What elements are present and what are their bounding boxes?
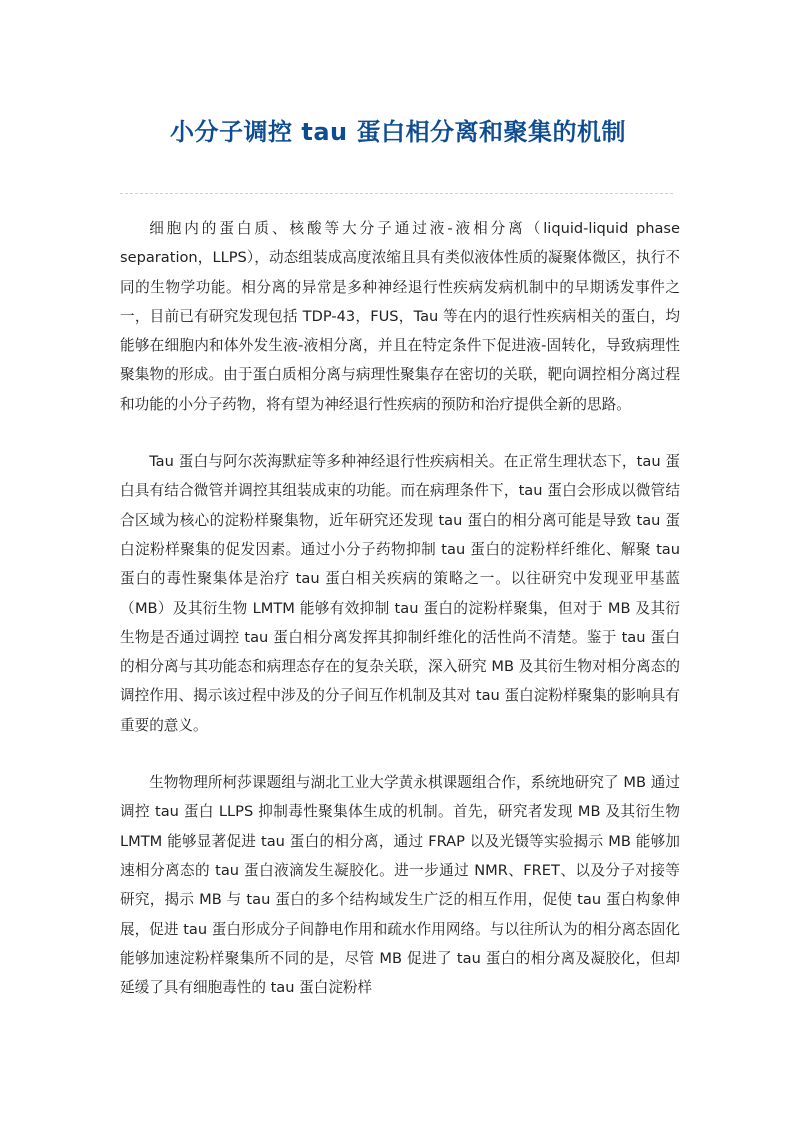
paragraph-1: 细胞内的蛋白质、核酸等大分子通过液-液相分离（liquid-liquid phase separation，LLPS），动态组装成高度浓缩且具有类似液体性质的凝聚体微区，执行不同的生物学功能。相分离的异常是多种神经退行性疾病发病机制中的早期诱发事件之一，目前已有研究发现包括 TDP-43，FUS，Tau 等在内的退行性疾病相关的蛋白，均能够在细胞内和体外发生液-液相分离，并且在特定条件下促进液-固转化，导致病理性聚集物的形成。由于蛋白质相分离与病理性聚集存在密切的关联，靶向调控相分离过程和功能的小分子药物，将有望为神经退行性疾病的预防和治疗提供全新的思路。 <box>120 220 680 413</box>
title-divider <box>120 193 673 194</box>
paragraph-3: 生物物理所柯莎课题组与湖北工业大学黄永棋课题组合作，系统地研究了 MB 通过调控 tau 蛋白 LLPS 抑制毒性聚集体生成的机制。首先，研究者发现 MB 及其衍生物 LMTM 能够显著促进 tau 蛋白的相分离，通过 FRAP 以及光镊等实验揭示 MB 能够加速相分离态的 tau 蛋白液滴发生凝胶化。进一步通过 NMR、FRET、以及分子对接等研究，揭示 MB 与 tau 蛋白的多个结构域发生广泛的相互作用，促使 tau 蛋白构象伸展，促进 tau 蛋白形成分子间静电作用和疏水作用网络。与以往所认为的相分离态固化能够加速淀粉样聚集所不同的是，尽管 MB 促进了 tau 蛋白的相分离及凝胶化，但却延缓了具有细胞毒性的 tau 蛋白淀粉样 <box>120 774 680 997</box>
article-title: 小分子调控 tau 蛋白相分离和聚集的机制 <box>170 118 626 146</box>
paragraph-2: Tau 蛋白与阿尔茨海默症等多种神经退行性疾病相关。在正常生理状态下，tau 蛋白具有结合微管并调控其组装成束的功能。而在病理条件下，tau 蛋白会形成以微管结合区域为核心的淀粉样聚集物，近年研究还发现 tau 蛋白的相分离可能是导致 tau 蛋白淀粉样聚集的促发因素。通过小分子药物抑制 tau 蛋白的淀粉样纤维化、解聚 tau 蛋白的毒性聚集体是治疗 tau 蛋白相关疾病的策略之一。以往研究中发现亚甲基蓝（MB）及其衍生物 LMTM 能够有效抑制 tau 蛋白的淀粉样聚集，但对于 MB 及其衍生物是否通过调控 tau 蛋白相分离发挥其抑制纤维化的活性尚不清楚。鉴于 tau 蛋白的相分离与其功能态和病理态存在的复杂关联，深入研究 MB 及其衍生物对相分离态的调控作用、揭示该过程中涉及的分子间互作机制及其对 tau 蛋白淀粉样聚集的影响具有重要的意义。 <box>120 453 680 734</box>
article-body <box>120 214 680 1030</box>
